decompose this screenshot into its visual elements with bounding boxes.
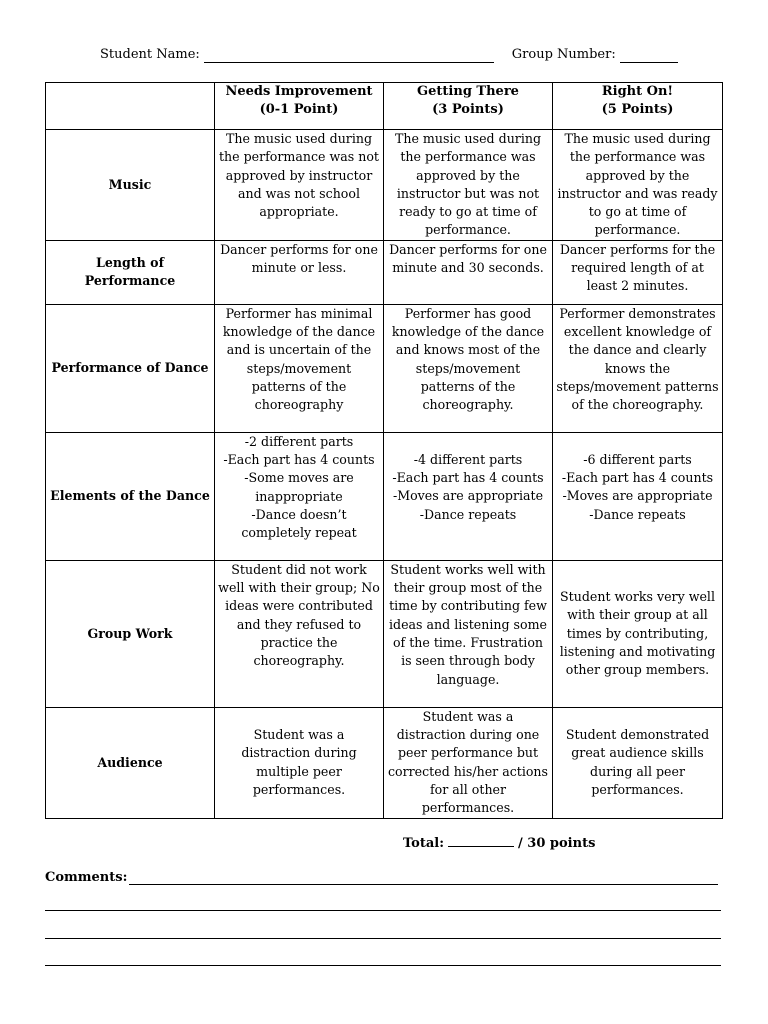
rubric-header-row <box>46 83 723 130</box>
rubric-cell: Dancer performs for the required length of at least 2 minutes. <box>553 240 723 304</box>
rubric-row-length <box>46 240 723 304</box>
rubric-cell: Student did not work well with their group; No ideas were contributed and they refused to practice the choreography. <box>215 560 384 707</box>
rubric-line: -Each part has 4 counts <box>223 452 375 468</box>
rubric-cell: Student was a distraction during multiple peer performances. <box>215 707 384 818</box>
comment-line[interactable] <box>45 910 721 911</box>
column-header-right-on <box>553 83 723 130</box>
rubric-table <box>45 82 723 819</box>
rubric-cell: The music used during the performance was approved by the instructor but was not ready to go at time of performance. <box>384 130 553 241</box>
comment-line[interactable] <box>45 965 721 966</box>
rubric-cell: Student works very well with their group at all times by contributing, listening and motivating other group members. <box>553 560 723 707</box>
rubric-cell: Student works well with their group most of the time by contributing few ideas and listening some of the time. Frustration is seen through body language. <box>384 560 553 707</box>
criterion-audience: Audience <box>46 707 215 818</box>
criterion-elements-of-the-dance: Elements of the Dance <box>46 432 215 560</box>
group-number-label: Group Number: <box>511 47 616 62</box>
rubric-cell: Performer has good knowledge of the dance and knows most of the steps/movement patterns of the choreography. <box>384 304 553 432</box>
rubric-cell: Student demonstrated great audience skills during all peer performances. <box>553 707 723 818</box>
rubric-line: -Dance doesn’t completely repeat <box>241 506 357 541</box>
total-label: Total: <box>403 836 445 851</box>
criterion-length-of-performance: Length of Performance <box>46 240 215 304</box>
rubric-cell: Performer has minimal knowledge of the dance and is uncertain of the steps/movement patterns of the choreography <box>215 304 384 432</box>
criterion-performance-of-dance: Performance of Dance <box>46 304 215 432</box>
column-header-getting-there <box>384 83 553 130</box>
total-suffix: / 30 points <box>518 836 596 851</box>
rubric-row-audience <box>46 707 723 818</box>
rubric-line: -Some moves are inappropriate <box>244 470 354 504</box>
rubric-cell: Dancer performs for one minute or less. <box>215 240 384 304</box>
rubric-cell: Dancer performs for one minute and 30 seconds. <box>384 240 553 304</box>
rubric-line: -Dance repeats <box>589 506 686 522</box>
rubric-corner-cell <box>46 83 215 130</box>
total-score-field[interactable] <box>448 833 514 847</box>
rubric-row-music <box>46 130 723 241</box>
header-line <box>100 47 680 63</box>
rubric-cell <box>215 432 384 560</box>
rubric-line: -Each part has 4 counts <box>392 470 544 486</box>
rubric-row-elements <box>46 432 723 560</box>
comments-field[interactable] <box>129 871 718 885</box>
student-name-field[interactable] <box>204 49 494 63</box>
column-title: Needs Improvement <box>225 84 373 99</box>
column-points: (5 Points) <box>601 102 674 118</box>
student-name-label: Student Name: <box>100 47 200 62</box>
rubric-cell: The music used during the performance was not approved by instructor and was not school appropriate. <box>215 130 384 241</box>
rubric-line: -Each part has 4 counts <box>561 470 714 486</box>
rubric-cell: The music used during the performance was approved by the instructor and was ready to go at time of performance. <box>553 130 723 241</box>
total-line <box>403 833 595 851</box>
criterion-music: Music <box>46 130 215 241</box>
rubric-row-group-work <box>46 560 723 707</box>
column-title: Right On! <box>601 84 674 99</box>
criterion-group-work: Group Work <box>46 560 215 707</box>
column-points: (0-1 Point) <box>259 102 339 118</box>
comments-line <box>45 870 718 885</box>
column-points: (3 Points) <box>432 102 504 118</box>
rubric-line: -Moves are appropriate <box>562 488 713 504</box>
comment-line[interactable] <box>45 938 721 939</box>
rubric-cell: Student was a distraction during one peer performance but corrected his/her actions for all other performances. <box>384 707 553 818</box>
group-number-field[interactable] <box>620 49 678 63</box>
rubric-line: -2 different parts <box>244 433 354 449</box>
rubric-line: -6 different parts <box>583 451 692 467</box>
column-header-needs-improvement <box>215 83 384 130</box>
column-title: Getting There <box>417 84 519 99</box>
rubric-cell <box>553 432 723 560</box>
rubric-line: -Dance repeats <box>419 506 517 522</box>
rubric-cell: Performer demonstrates excellent knowledge of the dance and clearly knows the steps/movement patterns of the choreography. <box>553 304 723 432</box>
rubric-cell <box>384 432 553 560</box>
rubric-line: -4 different parts <box>413 451 523 467</box>
comments-label: Comments: <box>45 870 128 885</box>
rubric-line: -Moves are appropriate <box>392 488 544 504</box>
rubric-row-performance <box>46 304 723 432</box>
